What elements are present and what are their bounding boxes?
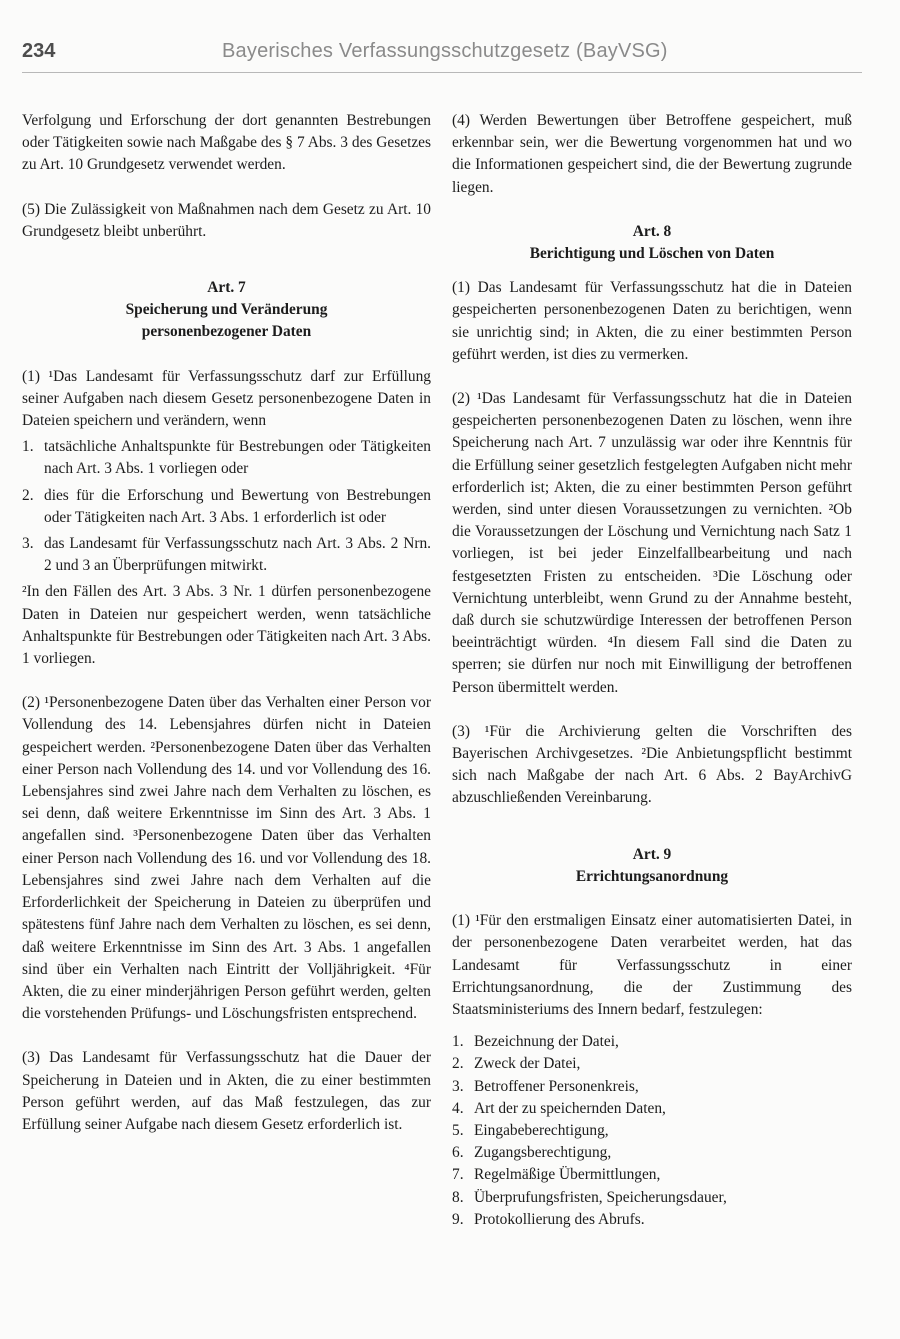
art7-paragraph-1: (1) ¹Das Landesamt für Verfassungsschutz darf zur Erfüllung seiner Aufgaben nach diesem Gesetz personenbezogene Daten in Dateien speichern und verändern, wenn [22, 367, 431, 430]
list-number: 8. [452, 1188, 464, 1206]
list-text: Regelmäßige Übermittlungen, [474, 1166, 661, 1184]
list-text: das Landesamt für Verfassungsschutz nach Art. 3 Abs. 2 Nrn. 2 und 3 an Überprüfungen mitwirkt. [44, 535, 431, 575]
list-item [452, 1053, 852, 1075]
art7-paragraph-4: (4) Werden Bewertungen über Betroffene gespeichert, muß erkennbar sein, wer die Bewertung vorgenommen hat und wo die Informationen gespeichert sind, die der Bewertung zugrunde liegen. [452, 112, 852, 196]
art7-heading [22, 277, 431, 344]
list-text: tatsächliche Anhaltspunkte für Bestrebungen oder Tätigkeiten nach Art. 3 Abs. 1 vorliegen oder [44, 438, 431, 478]
art7-condition-list [22, 436, 431, 577]
list-item [452, 1142, 852, 1164]
list-text: Art der zu speichernden Daten, [474, 1099, 666, 1117]
paragraph-intro: Verfolgung und Erforschung der dort genannten Bestrebungen oder Tätigkeiten sowie nach Maßgabe des § 7 Abs. 3 des Gesetzes zu Art. 10 Grundgesetz verwendet werden. [22, 112, 431, 174]
art8-paragraph-1: (1) Das Landesamt für Verfassungsschutz hat die in Dateien gespeicherten personenbezogenen Daten zu berichtigen, wenn sie unrichtig sind; in Akten, die zu einer bestimmten Person geführt werden, ist dies zu vermerken. [452, 279, 852, 363]
art7-paragraph-2: (2) ¹Personenbezogene Daten über das Verhalten einer Person vor Vollendung des 14. Lebensjahres dürfen nicht in Dateien gespeichert werden. ²Personenbezogene Daten über das Verhalten einer Person nach Vollendung des 14. und vor Vollendung des 16. Lebensjahres sind zwei Jahre nach dem Verhalten zu löschen, es sei denn, daß weitere Erkenntnisse im Sinn des Art. 3 Abs. 1 angefallen sind. ³Personenbezogene Daten über das Verhalten einer Person nach Vollendung des 16. und vor Vollendung des 18. Lebensjahres sind zwei Jahre nach dem Verhalten auf die Erforderlichkeit der Speicherung in Dateien zu überprüfen und spätestens fünf Jahre nach dem Verhalten zu löschen, es sei denn, daß weitere Erkenntnisse im Sinn des Art. 3 Abs. 1 angefallen sind über ein Verhalten nach Eintritt der Volljährigkeit. ⁴Für Akten, die zu einer minderjährigen Person geführt werden, gelten die vorstehenden Prüfungs- und Löschungsfristen entsprechend. [22, 694, 431, 1023]
art8-number: Art. 8 [632, 222, 672, 240]
page-header [22, 36, 862, 70]
list-number: 2. [22, 486, 34, 504]
list-item [452, 1098, 852, 1120]
list-item [22, 533, 431, 577]
list-item [452, 1187, 852, 1209]
list-number: 4. [452, 1099, 464, 1117]
art7-number: Art. 7 [207, 279, 246, 297]
art9-title: Errichtungsanordnung [575, 867, 729, 885]
running-title: Bayerisches Verfassungsschutzgesetz (BayVSG) [222, 40, 668, 62]
list-number: 1. [22, 438, 34, 456]
left-column [22, 110, 431, 1136]
art7-title-line-1: Speicherung und Veränderung [125, 301, 328, 319]
list-text: Zweck der Datei, [474, 1055, 581, 1073]
list-text: dies für die Erforschung und Bewertung von Bestrebungen oder Tätigkeiten nach Art. 3 Abs. 1 erforderlich ist oder [44, 486, 431, 526]
art8-heading [452, 221, 852, 265]
list-text: Überprufungsfristen, Speicherungsdauer, [474, 1188, 727, 1206]
header-rule [22, 72, 862, 73]
paragraph-5: (5) Die Zulässigkeit von Maßnahmen nach dem Gesetz zu Art. 10 Grundgesetz bleibt unberührt. [22, 200, 431, 240]
list-text: Betroffener Personenkreis, [474, 1077, 639, 1095]
art9-heading [452, 844, 852, 888]
list-text: Protokollierung des Abrufs. [474, 1210, 645, 1228]
list-item [452, 1209, 852, 1231]
list-number: 5. [452, 1121, 464, 1139]
list-text: Bezeichnung der Datei, [474, 1033, 619, 1051]
list-item [22, 485, 431, 529]
art9-paragraph-1: (1) ¹Für den erstmaligen Einsatz einer automatisierten Datei, in der personenbezogene Daten verarbeitet werden, hat das Landesamt für Verfassungsschutz in einer Errichtungsanordnung, die der Zustimmung des Staatsministeriums des Innern bedarf, festzulegen: [452, 912, 852, 1018]
list-number: 3. [452, 1077, 464, 1095]
list-number: 9. [452, 1210, 464, 1228]
list-text: Eingabeberechtigung, [474, 1121, 609, 1139]
art8-paragraph-3: (3) ¹Für die Archivierung gelten die Vorschriften des Bayerischen Archivgesetzes. ²Die Anbietungspflicht bestimmt sich nach Maßgabe der nach Art. 6 Abs. 2 BayArchivG abzuschließenden Vereinbarung. [452, 722, 852, 807]
list-number: 2. [452, 1055, 464, 1073]
list-item [452, 1164, 852, 1186]
right-column [452, 110, 852, 1231]
art7-title-line-2: personenbezogener Daten [141, 323, 312, 341]
art9-number: Art. 9 [632, 845, 672, 863]
art7-paragraph-1-sentence-2: ²In den Fällen des Art. 3 Abs. 3 Nr. 1 dürfen personenbezogene Daten in Dateien nur gespeichert werden, wenn tatsächliche Anhaltspunkte für Bestrebungen oder Tätigkeiten nach Art. 3 Abs. 1 vorliegen. [22, 583, 431, 668]
art7-paragraph-3: (3) Das Landesamt für Verfassungsschutz hat die Dauer der Speicherung in Dateien und in Akten, die zu einer bestimmten Person geführt werden, auf das Maß festzulegen, das zur Erfüllung seiner Aufgabe nach diesem Gesetz erforderlich ist. [22, 1049, 431, 1133]
list-number: 7. [452, 1166, 464, 1184]
list-number: 1. [452, 1033, 464, 1051]
list-item [22, 436, 431, 480]
list-item [452, 1031, 852, 1053]
list-number: 3. [22, 535, 34, 553]
art8-paragraph-2: (2) ¹Das Landesamt für Verfassungsschutz hat die in Dateien gespeicherten personenbezogenen Daten zu löschen, wenn ihre Speicherung nach Art. 7 unzulässig war oder ihre Kenntnis für die Erfüllung seiner gesetzlich festgelegten Aufgaben nicht mehr erforderlich ist; Akten, die zu einer bestimmten Person geführt werden, sind unter diesen Voraussetzungen zu vernichten. ²Ob die Voraussetzungen der Löschung und Vernichtung nach Satz 1 vorliegen, ist bei jeder Einzelfallbearbeitung und nach festgesetzten Fristen zu entscheiden. ³Die Löschung oder Vernichtung unterbleibt, wenn Grund zu der Annahme besteht, daß durch sie schutzwürdige Interessen der betroffenen Person beeinträchtigt würden. ⁴In diesem Fall sind die Daten zu sperren; sie dürfen nur noch mit Einwilligung der betroffenen Person übermittelt werden. [452, 390, 852, 696]
art9-requirement-list [452, 1031, 852, 1231]
list-item [452, 1120, 852, 1142]
page-number: 234 [22, 40, 56, 62]
list-number: 6. [452, 1144, 464, 1162]
art8-title: Berichtigung und Löschen von Daten [529, 245, 775, 263]
list-item [452, 1076, 852, 1098]
list-text: Zugangsberechtigung, [474, 1144, 612, 1162]
